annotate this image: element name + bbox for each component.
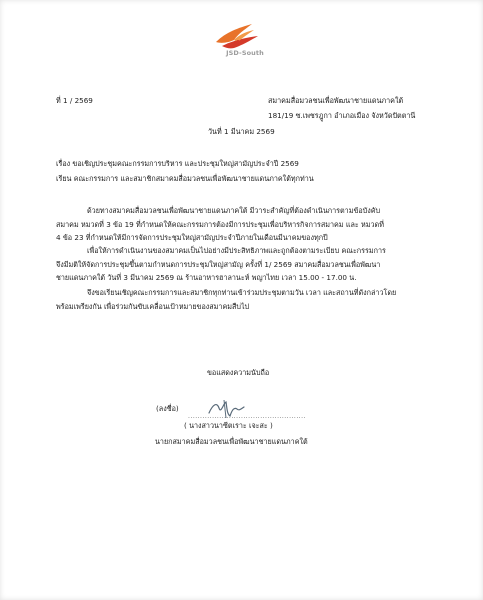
paragraph-line: ด้วยทางสมาคมสื่อมวลชนเพื่อพัฒนาชายแดนภาคใต้ มีวาระสำคัญที่ต้องดำเนินการตามข้อบังคับ (87, 206, 381, 215)
paragraph-line: เพื่อให้การดำเนินงานของสมาคมเป็นไปอย่างมีประสิทธิภาพและถูกต้องตามระเบียบ คณะกรรมการ (87, 246, 386, 255)
paragraph-line: จึงขอเรียนเชิญคณะกรรมการและสมาชิกทุกท่านเข้าร่วมประชุมตามวัน เวลา และสถานที่ดังกล่าวโดย (87, 288, 397, 297)
signature-dotted-line: ................................................. (188, 413, 306, 420)
paragraph-line: จึงมีมติให้จัดการประชุมขึ้นตามกำหนดการประชุมใหญ่สามัญ ครั้งที่ 1/ 2569 สมาคมสื่อมวลชนเพื่อพัฒนา (56, 259, 381, 269)
signed-label: (ลงชื่อ) (156, 404, 179, 413)
body-paragraph-2 (56, 244, 386, 285)
paragraph-line: พร้อมเพรียงกัน เพื่อร่วมกันขับเคลื่อนเป้าหมายของสมาคมสืบไป (56, 301, 250, 311)
organization-name: สมาคมสื่อมวลชนเพื่อพัฒนาชายแดนภาคใต้ (268, 96, 404, 105)
signer-title: นายกสมาคมสื่อมวลชนเพื่อพัฒนาชายแดนภาคใต้ (155, 437, 308, 446)
logo-text: JSD-South (226, 49, 264, 57)
body-paragraph-1 (56, 204, 384, 245)
body-paragraph-3 (56, 286, 396, 313)
organization-address: 181/19 ซ.เพชรฎูกา อำเภอเมือง จังหวัดปัตตานี (268, 111, 416, 120)
paragraph-line: สมาคม หมวดที่ 3 ข้อ 19 ที่กำหนดให้คณะกรรมการต้องมีการประชุมเพื่อบริหารกิจการสมาคม และ หมวดที่ (56, 219, 384, 229)
addressee-line: เรียน คณะกรรมการ และสมาชิกสมาคมสื่อมวลชนเพื่อพัฒนาชายแดนภาคใต้ทุกท่าน (56, 174, 314, 183)
signer-name: ( นางสาวนาซีตเราะ เจะสะ ) (184, 421, 273, 430)
paragraph-line: 4 ข้อ 23 ที่กำหนดให้มีการจัดการประชุมใหญ่สามัญประจำปีภายในเดือนมีนาคมของทุกปี (56, 233, 328, 242)
paragraph-line: ชายแดนภาคใต้ วันที่ 3 มีนาคม 2569 ณ ร้านอาหารฮาลานะห์ พญาไทย เวลา 15.00 - 17.00 น. (56, 273, 357, 282)
subject-line: เรื่อง ขอเชิญประชุมคณะกรรมการบริหาร และประชุมใหญ่สามัญประจำปี 2569 (56, 159, 299, 168)
letter-date: วันที่ 1 มีนาคม 2569 (208, 127, 275, 136)
reference-number: ที่ 1 / 2569 (56, 96, 93, 105)
closing-regards: ขอแสดงความนับถือ (207, 368, 270, 377)
